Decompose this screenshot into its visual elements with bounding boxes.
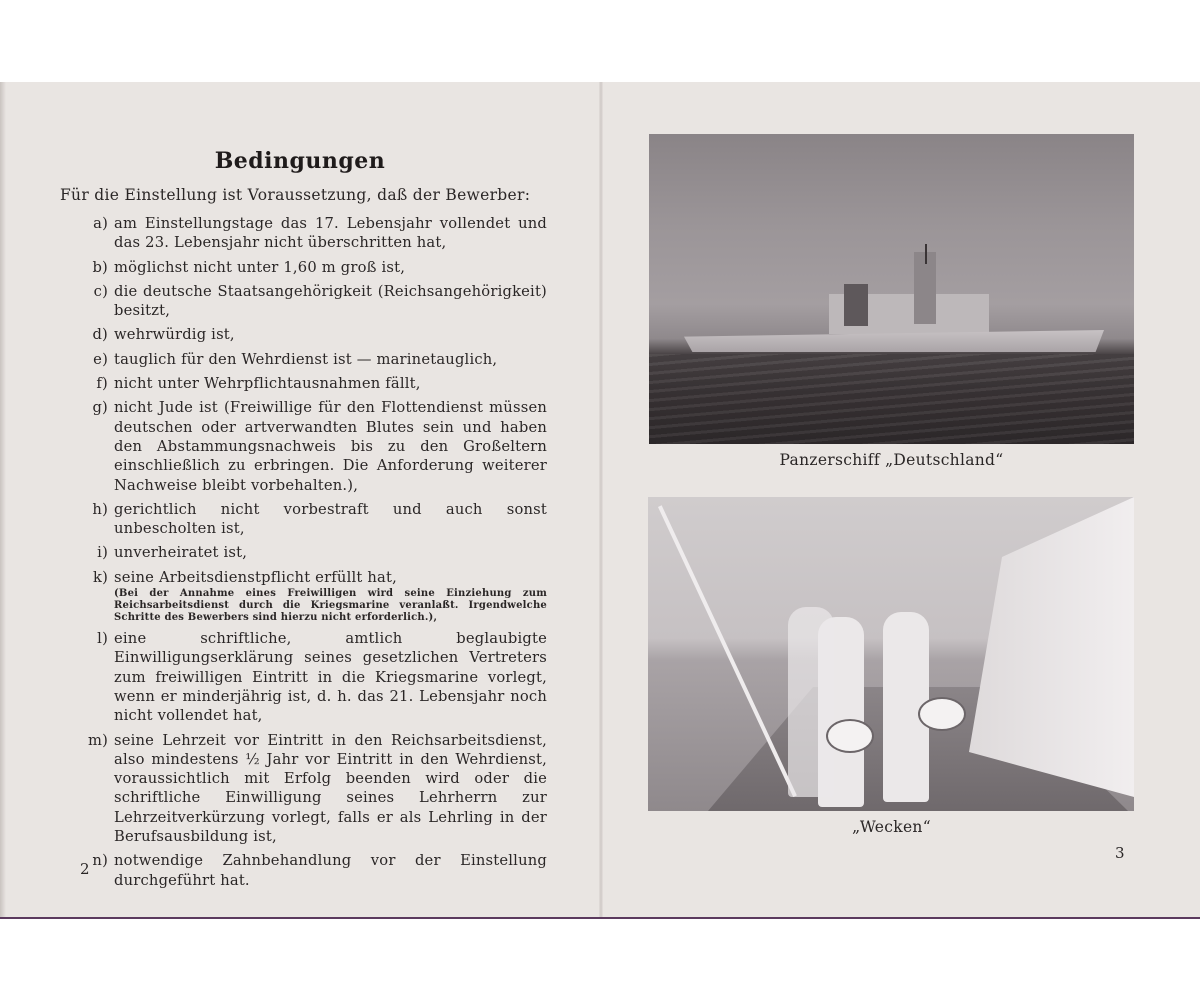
conditions-list (82, 214, 547, 895)
condition-item (82, 543, 547, 562)
item-text: tauglich für den Wehrdienst ist — marinetauglich, (114, 350, 498, 368)
photo-caption-sailors: „Wecken“ (852, 818, 931, 836)
item-label: h) (92, 500, 108, 518)
item-label: d) (92, 326, 108, 344)
page-number-right: 3 (1115, 844, 1125, 862)
item-label: m) (87, 731, 108, 749)
item-label: f) (96, 375, 108, 393)
condition-item (82, 214, 547, 253)
condition-item (82, 731, 547, 847)
ship-mast (925, 244, 927, 264)
deck-rail (658, 505, 797, 797)
condition-item (82, 325, 547, 344)
item-text: unverheiratet ist, (114, 544, 248, 562)
item-label: i) (97, 544, 108, 562)
sailors-photo (648, 497, 1134, 811)
item-label: k) (92, 568, 108, 586)
page-title: Bedingungen (214, 148, 386, 174)
item-text: eine schriftliche, amtlich beglaubigte Einwilligungserklärung seines gesetzlichen Vertreters zum freiwilligen Eintritt in die Kriegsmarine vorlegt, wenn er minderjährig ist, d. h. das 21. Lebensjahr noch nicht vollendet hat, (114, 630, 547, 725)
item-text: nicht unter Wehrpflichtausnahmen fällt, (114, 375, 421, 393)
item-label: b) (92, 258, 108, 276)
drum (918, 697, 966, 731)
item-text: notwendige Zahnbehandlung vor der Einstellung durchgeführt hat. (114, 852, 547, 889)
item-text: am Einstellungstage das 17. Lebensjahr vollendet und das 23. Lebensjahr nicht überschritten hat, (114, 215, 547, 252)
item-text: seine Lehrzeit vor Eintritt in den Reichsarbeitsdienst, also mindestens ½ Jahr vor Eintritt in den Wehrdienst, voraussichtlich mit Erfolg beenden wird oder die schriftliche Einwilligung seines Lehrherrn zur Lehrzeitverkürzung vorlegt, falls er als Lehrling in der Berufsausbildung ist, (114, 731, 547, 846)
condition-item (82, 629, 547, 725)
item-text: die deutsche Staatsangehörigkeit (Reichsangehörigkeit) besitzt, (114, 282, 547, 320)
ship-funnel (844, 284, 868, 326)
item-text: möglichst nicht unter 1,60 m groß ist, (114, 258, 406, 276)
item-label: c) (93, 282, 108, 300)
item-text: nicht Jude ist (Freiwillige für den Flottendienst müssen deutschen oder artverwandten Blutes sein und haben den Abstammungsnachweis bis zu den Großeltern einschließlich zu erbringen. Die Anforderung weiterer Nachweise bleibt vorbehalten.), (114, 399, 547, 494)
item-text: gerichtlich nicht vorbestraft und auch sonst unbescholten ist, (114, 500, 547, 538)
condition-item (82, 568, 547, 624)
item-label: l) (97, 630, 108, 648)
condition-item (82, 500, 547, 539)
warship-photo (649, 134, 1134, 444)
condition-item (82, 851, 547, 890)
sea-waves (649, 354, 1134, 444)
photo-caption-ship: Panzerschiff „Deutschland“ (779, 451, 1004, 469)
item-label: g) (92, 399, 108, 417)
drum (826, 719, 874, 753)
gun-turret (969, 497, 1134, 797)
item-text-wrap (114, 568, 547, 624)
left-page (0, 82, 600, 917)
condition-item (82, 282, 547, 321)
item-label: a) (93, 215, 108, 232)
condition-item (82, 350, 547, 369)
page-number-left: 2 (80, 860, 90, 878)
condition-item (82, 258, 547, 277)
item-text: seine Arbeitsdienstpflicht erfüllt hat, (114, 568, 397, 586)
item-label: e) (93, 350, 108, 368)
condition-item (82, 374, 547, 393)
condition-item (82, 398, 547, 494)
item-text: wehrwürdig ist, (114, 326, 235, 344)
sailor-figure (788, 607, 834, 797)
intro-text: Für die Einstellung ist Voraussetzung, daß der Bewerber: (60, 186, 531, 204)
item-footnote: (Bei der Annahme eines Freiwilligen wird seine Einziehung zum Reichsarbeitsdienst durch die Kriegsmarine veranlaßt. Irgendwelche Schritte des Bewerbers sind hierzu nicht erforderlich.), (114, 588, 547, 624)
item-label: n) (92, 852, 108, 870)
